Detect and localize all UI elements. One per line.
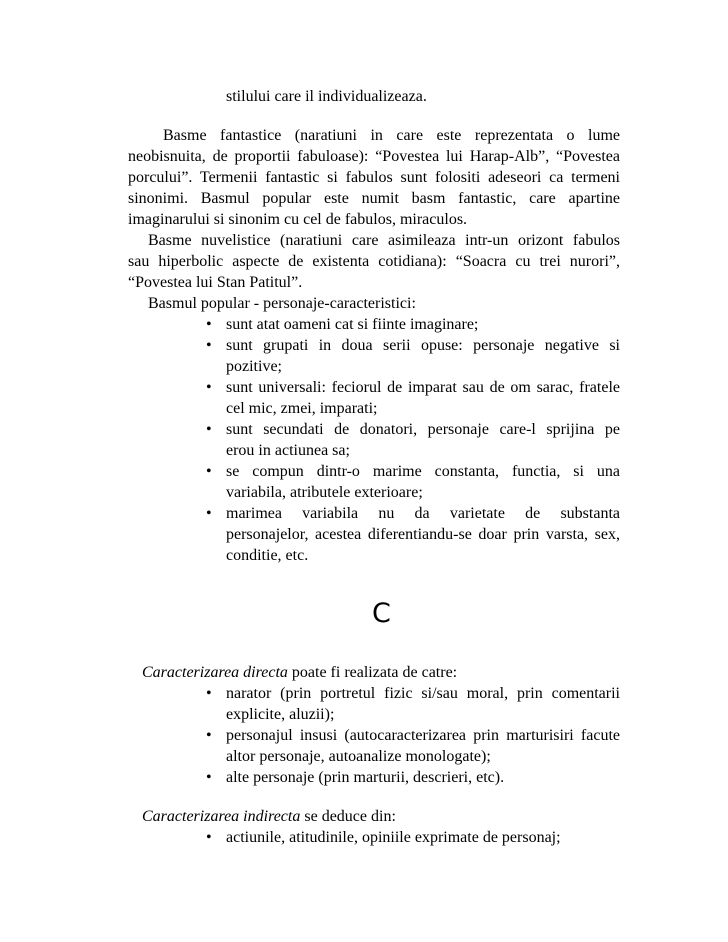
bullet-dot: •	[206, 769, 212, 786]
directa-heading	[142, 662, 457, 683]
list-item: marimea variabila nu da varietate de substanta	[226, 505, 620, 522]
nuvelistice-line: Basme nuvelistice (naratiuni care asimileaza intr-un orizont fabulos	[148, 232, 620, 249]
list-item: cel mic, zmei, imparati;	[226, 400, 378, 417]
indirecta-term: Caracterizarea indirecta	[142, 808, 301, 825]
personaje-heading: Basmul popular - personaje-caracteristici:	[148, 295, 416, 312]
nuvelistice-line: sau hiperbolic aspecte de existenta cotidiana): “Soacra cu trei nurori”,	[128, 253, 620, 270]
directa-rest: poate fi realizata de catre:	[287, 664, 458, 681]
list-item: erou in actiunea sa;	[226, 442, 350, 459]
list-item: explicite, aluzii);	[226, 706, 335, 723]
list-item: conditie, etc.	[226, 547, 309, 564]
list-item: alte personaje (prin marturii, descrieri, etc).	[226, 769, 505, 786]
section-letter: C	[372, 598, 391, 629]
list-item: sunt universali: feciorul de imparat sau de om sarac, fratele	[226, 379, 620, 396]
fantastice-line: Basme fantastice (naratiuni in care este reprezentata o lume	[163, 127, 620, 144]
bullet-dot: •	[206, 379, 212, 396]
indirecta-rest: se deduce din:	[300, 808, 396, 825]
bullet-dot: •	[206, 337, 212, 354]
list-item: sunt atat oameni cat si fiinte imaginare;	[226, 316, 479, 333]
bullet-dot: •	[206, 505, 212, 522]
fantastice-line: neobisnuita, de proportii fabuloase): “Povestea lui Harap-Alb”, “Povestea	[128, 148, 620, 165]
indirecta-heading	[142, 806, 396, 827]
list-item: sunt grupati in doua serii opuse: personaje negative si	[226, 337, 620, 354]
bullet-dot: •	[206, 421, 212, 438]
list-item: pozitive;	[226, 358, 282, 375]
intro-line: stilului care il individualizeaza.	[226, 88, 427, 105]
list-item: actiunile, atitudinile, opiniile exprimate de personaj;	[226, 829, 561, 846]
list-item: personajul insusi (autocaracterizarea prin marturisiri facute	[226, 727, 620, 744]
bullet-dot: •	[206, 727, 212, 744]
list-item: sunt secundati de donatori, personaje care-l sprijina pe	[226, 421, 620, 438]
bullet-dot: •	[206, 685, 212, 702]
bullet-dot: •	[206, 463, 212, 480]
fantastice-line: porcului”. Termenii fantastic si fabulos sunt folositi adeseori ca termeni	[128, 169, 620, 186]
list-item: narator (prin portretul fizic si/sau moral, prin comentarii	[226, 685, 620, 702]
fantastice-line: sinonimi. Basmul popular este numit basm fantastic, care apartine	[128, 190, 620, 207]
nuvelistice-line: “Povestea lui Stan Patitul”.	[128, 274, 303, 291]
list-item: variabila, atributele exterioare;	[226, 484, 423, 501]
directa-term: Caracterizarea directa	[142, 664, 288, 681]
bullet-dot: •	[206, 316, 212, 333]
fantastice-line: imaginarului si sinonim cu cel de fabulos, miraculos.	[128, 211, 468, 228]
bullet-dot: •	[206, 829, 212, 846]
list-item: altor personaje, autoanalize monologate);	[226, 748, 491, 765]
list-item: personajelor, acestea diferentiandu-se doar prin varsta, sex,	[226, 526, 620, 543]
list-item: se compun dintr-o marime constanta, functia, si una	[226, 463, 620, 480]
